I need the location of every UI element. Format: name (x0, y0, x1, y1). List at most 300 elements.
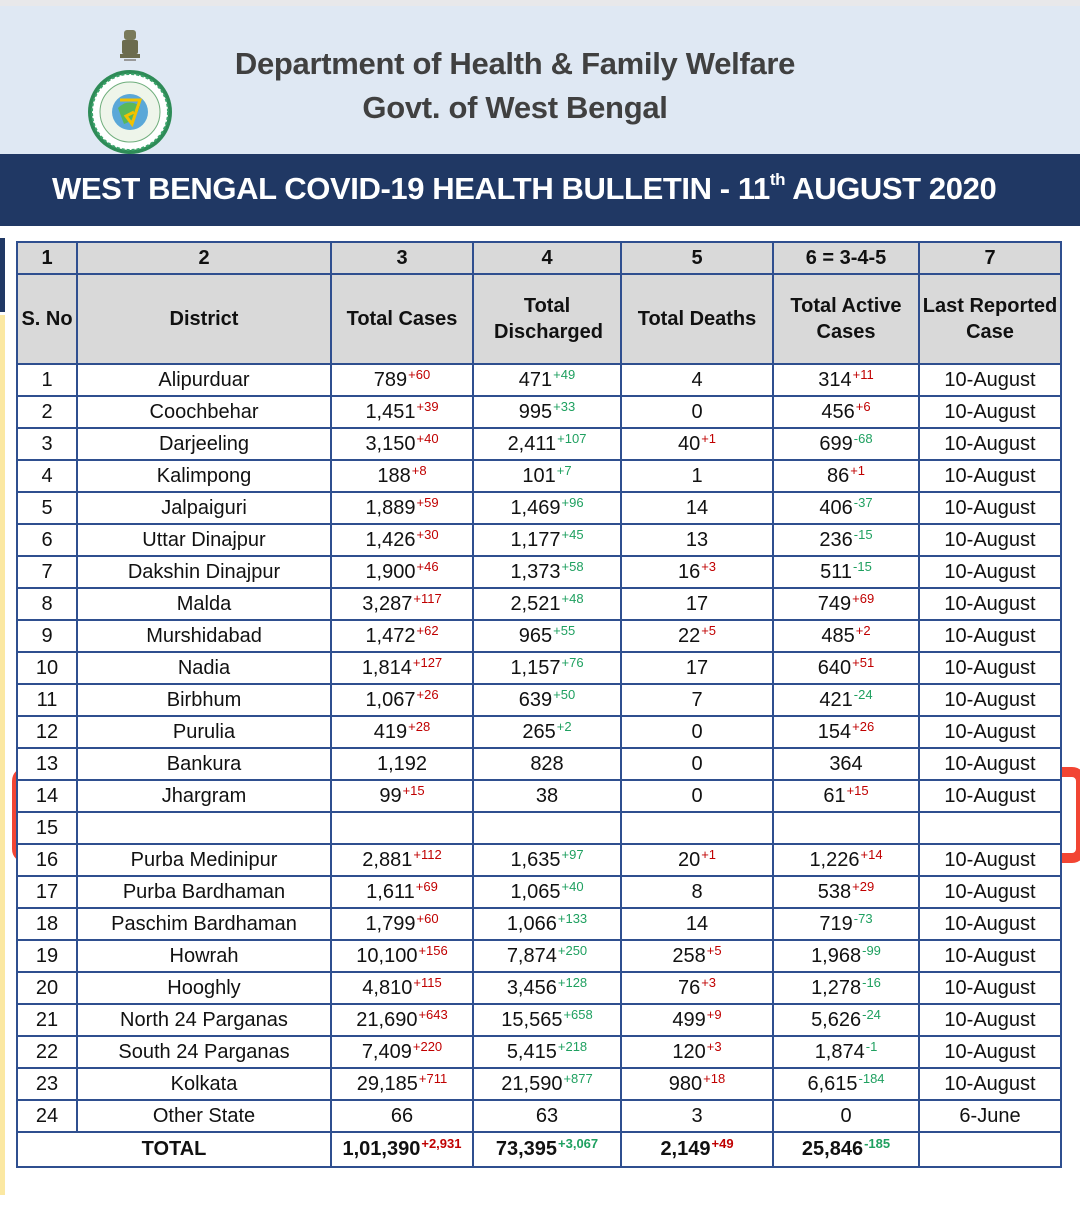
table-row (17, 460, 1061, 492)
cell-total-cases (331, 524, 473, 556)
cell-total-discharged (473, 1100, 621, 1132)
table-row (17, 716, 1061, 748)
cell-total-active-cases (773, 940, 919, 972)
cell-total-active-cases (773, 844, 919, 876)
cell-district (77, 428, 331, 460)
cell-total-deaths (621, 364, 773, 396)
cell-total-discharged (473, 428, 621, 460)
cell-total-discharged-value: 63 (535, 1104, 559, 1127)
cell-last-reported (919, 588, 1061, 620)
cell-total-active-cases-value: 406 (819, 496, 853, 519)
table-row (17, 972, 1061, 1004)
cell-total-cases-value: 1,426 (365, 528, 416, 551)
cell-total-cases (331, 1100, 473, 1132)
daily-change: +28 (408, 718, 431, 734)
cell-total-active-cases-value: 6,615 (807, 1072, 858, 1095)
cell-total-cases-value: 1,451 (365, 400, 416, 423)
cell-last-reported-value: 10-August (944, 464, 1036, 487)
cell-last-reported-value: 10-August (944, 1040, 1036, 1063)
table-row (17, 1036, 1061, 1068)
cell-sno-value: 10 (35, 656, 59, 679)
cell-total-cases (331, 652, 473, 684)
daily-change: -16 (862, 974, 881, 990)
cell-total-discharged-value: 965 (518, 624, 553, 647)
table-row (17, 940, 1061, 972)
cell-last-reported (919, 556, 1061, 588)
page-bottom (0, 1200, 1080, 1213)
cell-total-deaths-value: 3 (691, 1104, 703, 1127)
cell-total-deaths (621, 652, 773, 684)
cell-total-discharged-value: 1,469 (510, 496, 561, 519)
column-number: 7 (919, 242, 1061, 274)
total-label: TOTAL (17, 1132, 331, 1167)
cell-total-cases (331, 396, 473, 428)
daily-change: -73 (853, 910, 873, 926)
cell-district-value: Purba Medinipur (130, 848, 278, 871)
cell-total-active-cases-value: 485 (821, 624, 855, 647)
cell-district (77, 460, 331, 492)
cell-total-cases-value: 3,287 (362, 592, 413, 615)
header-total-discharged: Total Discharged (473, 274, 621, 364)
cell-last-reported-value: 10-August (944, 976, 1036, 999)
cell-last-reported (919, 844, 1061, 876)
cell-last-reported-value: 10-August (944, 496, 1036, 519)
table-row (17, 396, 1061, 428)
cell-district-value: Murshidabad (146, 624, 262, 647)
department-name: Department of Health & Family Welfare (234, 46, 796, 81)
total-deaths (621, 1132, 773, 1167)
cell-total-active-cases-value: 699 (819, 432, 853, 455)
cell-district (77, 556, 331, 588)
cell-total-cases-value: 1,472 (365, 624, 416, 647)
cell-district (77, 748, 331, 780)
daily-change: +1 (850, 462, 866, 478)
cell-total-cases (331, 1068, 473, 1100)
cell-total-active-cases (773, 780, 919, 812)
cell-last-reported (919, 780, 1061, 812)
cell-district-value: Nadia (177, 656, 231, 679)
cell-total-cases (331, 684, 473, 716)
cell-total-active-cases (773, 1004, 919, 1036)
cell-total-discharged (473, 748, 621, 780)
cell-total-active-cases-value: 719 (819, 912, 853, 935)
cell-last-reported-value: 10-August (944, 944, 1036, 967)
cell-total-deaths-value: 14 (685, 912, 709, 935)
daily-change: +658 (563, 1006, 593, 1022)
cell-total-active-cases (773, 812, 919, 844)
cell-district-value: Kalimpong (156, 464, 252, 487)
daily-change: -99 (862, 942, 881, 958)
cell-sno-value: 22 (35, 1040, 59, 1063)
daily-change: +133 (557, 910, 588, 926)
cell-total-cases-value: 419 (373, 720, 408, 743)
cell-total-deaths (621, 396, 773, 428)
bulletin-banner (0, 154, 1080, 226)
daily-change: +3 (706, 1038, 722, 1054)
cell-last-reported (919, 716, 1061, 748)
cell-total-deaths (621, 908, 773, 940)
cell-total-active-cases-value: 154 (817, 720, 852, 743)
cell-total-deaths (621, 556, 773, 588)
cell-district (77, 1100, 331, 1132)
cell-last-reported (919, 1004, 1061, 1036)
daily-change: -24 (862, 1006, 881, 1022)
cell-district (77, 620, 331, 652)
cell-sno-value: 14 (35, 784, 59, 807)
cell-total-cases-value: 21,690 (356, 1008, 418, 1031)
cell-total-active-cases (773, 1036, 919, 1068)
table-row (17, 844, 1061, 876)
cell-last-reported (919, 940, 1061, 972)
cell-total-deaths-value: 17 (685, 592, 709, 615)
cell-total-active-cases (773, 364, 919, 396)
daily-change: +40 (416, 430, 439, 446)
cell-last-reported-value: 10-August (944, 368, 1036, 391)
cell-district-value: Hooghly (167, 976, 241, 999)
cell-last-reported-value: 10-August (944, 752, 1036, 775)
cell-total-discharged (473, 876, 621, 908)
table-row (17, 780, 1061, 812)
cell-total-discharged (473, 556, 621, 588)
bulletin-title-date: AUGUST 2020 (785, 171, 997, 206)
cell-last-reported (919, 524, 1061, 556)
cell-total-cases (331, 812, 473, 844)
cell-sno (17, 588, 77, 620)
cell-total-discharged (473, 396, 621, 428)
cell-district (77, 972, 331, 1004)
cell-district-value: Howrah (169, 944, 239, 967)
cell-total-discharged (473, 1004, 621, 1036)
cell-sno (17, 812, 77, 844)
table-row (17, 908, 1061, 940)
daily-change: +58 (561, 558, 584, 574)
cell-total-active-cases-value: 640 (817, 656, 852, 679)
cell-total-active-cases-value: 61 (823, 784, 846, 807)
cell-total-cases (331, 876, 473, 908)
cell-sno (17, 620, 77, 652)
cell-total-discharged (473, 652, 621, 684)
cell-total-deaths-value: 120 (672, 1040, 706, 1063)
cell-total-active-cases-value: 749 (817, 592, 852, 615)
cell-total-discharged-value: 995 (518, 400, 553, 423)
cell-total-active-cases-value: 1,968 (811, 944, 862, 967)
cell-total-discharged (473, 940, 621, 972)
cell-district (77, 876, 331, 908)
daily-change: +6 (855, 398, 871, 414)
cell-total-active-cases-value: 538 (817, 880, 852, 903)
daily-change: +97 (561, 846, 584, 862)
cell-total-active-cases (773, 460, 919, 492)
cell-total-active-cases (773, 588, 919, 620)
cell-district-value: Jalpaiguri (161, 496, 247, 519)
cell-total-active-cases-value: 456 (821, 400, 855, 423)
cell-total-cases-value: 66 (390, 1104, 414, 1127)
daily-change: +40 (561, 878, 584, 894)
cell-total-active-cases-value: 364 (829, 752, 863, 775)
daily-change: +220 (412, 1038, 443, 1054)
daily-change: -24 (853, 686, 873, 702)
cell-last-reported-value: 10-August (944, 1072, 1036, 1095)
cell-total-active-cases-value: 1,226 (809, 848, 860, 871)
cell-sno (17, 524, 77, 556)
cell-sno (17, 492, 77, 524)
daily-change: +14 (860, 846, 883, 862)
cell-district-value: Purba Bardhaman (122, 880, 286, 903)
government-name: Govt. of West Bengal (362, 90, 668, 125)
daily-change: +107 (557, 430, 587, 446)
cell-district-value: South 24 Parganas (118, 1040, 290, 1063)
daily-change: +33 (553, 398, 576, 414)
cell-total-cases-value: 10,100 (356, 944, 418, 967)
cell-district-value: Birbhum (166, 688, 242, 711)
cell-total-cases (331, 940, 473, 972)
daily-change: +45 (561, 526, 584, 542)
daily-change: +96 (561, 494, 584, 510)
daily-change: +11 (852, 366, 874, 382)
cell-total-deaths (621, 428, 773, 460)
cell-district (77, 684, 331, 716)
covid-bulletin-table (16, 241, 1062, 1168)
cell-total-discharged-value: 639 (518, 688, 553, 711)
cell-last-reported (919, 812, 1061, 844)
cell-total-discharged-value: 265 (522, 720, 556, 743)
cell-total-discharged-value: 5,415 (506, 1040, 557, 1063)
daily-change: +69 (852, 590, 875, 606)
cell-total-active-cases (773, 556, 919, 588)
cell-total-active-cases (773, 1100, 919, 1132)
cell-district-value: Dakshin Dinajpur (127, 560, 281, 583)
cell-total-cases-value: 7,409 (361, 1040, 412, 1063)
cell-sno-value: 16 (35, 848, 59, 871)
cell-total-discharged (473, 844, 621, 876)
cell-total-deaths-value: 4 (691, 368, 703, 391)
cell-total-cases (331, 588, 473, 620)
table-row (17, 684, 1061, 716)
cell-last-reported-value: 10-August (944, 560, 1036, 583)
cell-total-deaths-value: 0 (691, 752, 703, 775)
cell-total-deaths-value: 40 (677, 432, 701, 455)
cell-total-discharged (473, 972, 621, 1004)
cell-district (77, 1004, 331, 1036)
cell-total-discharged (473, 908, 621, 940)
table-row (17, 492, 1061, 524)
header-last-reported-case: Last Reported Case (919, 274, 1061, 364)
cell-total-active-cases-value: 1,278 (811, 976, 862, 999)
cell-total-cases (331, 364, 473, 396)
cell-last-reported (919, 748, 1061, 780)
cell-total-active-cases (773, 972, 919, 1004)
cell-sno-value: 20 (35, 976, 59, 999)
total-deaths-value: 2,149 (660, 1138, 711, 1160)
cell-total-discharged-value: 1,373 (510, 560, 561, 583)
cell-total-deaths-value: 20 (677, 848, 701, 871)
cell-total-discharged-value: 828 (530, 752, 564, 775)
cell-total-discharged (473, 620, 621, 652)
cell-sno-value: 21 (35, 1008, 59, 1031)
cell-district (77, 716, 331, 748)
total-last-reported (919, 1132, 1061, 1167)
daily-change: +1 (701, 430, 717, 446)
cell-district-value: Jhargram (161, 784, 247, 807)
daily-change: +3,067 (558, 1136, 599, 1151)
daily-change: -37 (853, 494, 873, 510)
daily-change: +128 (557, 974, 588, 990)
table-row (17, 876, 1061, 908)
cell-district-value: Uttar Dinajpur (142, 528, 266, 551)
cell-total-deaths (621, 716, 773, 748)
cell-total-cases-value: 789 (373, 368, 408, 391)
cell-sno (17, 972, 77, 1004)
cell-total-active-cases-value: 314 (818, 368, 852, 391)
cell-total-cases-value: 4,810 (362, 976, 413, 999)
cell-sno (17, 908, 77, 940)
cell-total-deaths (621, 588, 773, 620)
table-row (17, 428, 1061, 460)
daily-change: +48 (561, 590, 584, 606)
cell-last-reported (919, 428, 1061, 460)
daily-change: +711 (418, 1070, 448, 1086)
column-number: 4 (473, 242, 621, 274)
cell-sno (17, 460, 77, 492)
cell-total-deaths (621, 748, 773, 780)
daily-change: -1 (865, 1038, 878, 1054)
cell-sno (17, 364, 77, 396)
cell-total-deaths (621, 492, 773, 524)
cell-sno-value: 4 (41, 464, 53, 487)
daily-change: +127 (412, 654, 443, 670)
left-accent-bar (0, 238, 5, 312)
column-header-row (17, 274, 1061, 364)
daily-change: +55 (553, 622, 576, 638)
cell-total-cases (331, 1004, 473, 1036)
header-sno: S. No (17, 274, 77, 364)
cell-sno (17, 716, 77, 748)
daily-change: +49 (553, 366, 576, 382)
daily-change: +39 (416, 398, 439, 414)
daily-change: +49 (711, 1136, 734, 1151)
cell-last-reported (919, 684, 1061, 716)
cell-last-reported-value: 10-August (944, 1008, 1036, 1031)
daily-change: +18 (703, 1070, 726, 1086)
cell-sno (17, 684, 77, 716)
cell-district (77, 396, 331, 428)
column-number: 3 (331, 242, 473, 274)
cell-district-value: North 24 Parganas (120, 1008, 288, 1031)
cell-total-cases-value: 1,889 (365, 496, 416, 519)
cell-last-reported-value: 10-August (944, 848, 1036, 871)
cell-last-reported (919, 396, 1061, 428)
cell-sno-value: 3 (41, 432, 53, 455)
cell-sno (17, 1036, 77, 1068)
header-total-active-cases: Total Active Cases (773, 274, 919, 364)
daily-change: +7 (556, 462, 572, 478)
column-number: 5 (621, 242, 773, 274)
cell-total-deaths-value: 0 (691, 400, 703, 423)
cell-sno-value: 5 (41, 496, 53, 519)
cell-total-active-cases-value: 421 (819, 688, 853, 711)
cell-district-value: Malda (176, 592, 232, 615)
cell-total-deaths-value: 0 (691, 720, 703, 743)
cell-total-discharged-value: 1,065 (510, 880, 561, 903)
cell-total-deaths-value: 7 (691, 688, 703, 711)
daily-change: -68 (853, 430, 873, 446)
cell-district-value: Alipurduar (158, 368, 250, 391)
cell-total-discharged (473, 364, 621, 396)
cell-sno (17, 396, 77, 428)
cell-total-discharged-value: 3,456 (506, 976, 557, 999)
table-row (17, 748, 1061, 780)
cell-total-active-cases-value: 86 (826, 464, 850, 487)
cell-total-deaths-value: 17 (685, 656, 709, 679)
cell-total-cases-value: 1,799 (365, 912, 416, 935)
cell-total-deaths (621, 780, 773, 812)
total-active-cases-value: 25,846 (801, 1138, 864, 1160)
table-row (17, 556, 1061, 588)
cell-total-cases (331, 620, 473, 652)
table-row (17, 588, 1061, 620)
cell-district (77, 524, 331, 556)
cell-sno (17, 1100, 77, 1132)
daily-change: -15 (853, 558, 872, 574)
cell-total-discharged (473, 812, 621, 844)
cell-total-deaths (621, 844, 773, 876)
table-row (17, 620, 1061, 652)
cell-total-active-cases (773, 428, 919, 460)
cell-total-discharged-value: 1,177 (510, 528, 561, 551)
cell-total-cases (331, 556, 473, 588)
daily-change: +3 (701, 974, 717, 990)
table-row (17, 1068, 1061, 1100)
cell-sno-value: 15 (35, 816, 59, 839)
cell-district (77, 588, 331, 620)
daily-change: +30 (416, 526, 439, 542)
column-number-row (17, 242, 1061, 274)
table-row (17, 524, 1061, 556)
cell-total-active-cases-value: 0 (840, 1104, 852, 1127)
cell-last-reported (919, 492, 1061, 524)
cell-district-value: Darjeeling (158, 432, 250, 455)
cell-total-discharged-value: 2,411 (507, 432, 557, 455)
cell-total-active-cases-value: 511 (820, 560, 853, 583)
cell-last-reported (919, 1100, 1061, 1132)
cell-total-deaths (621, 1100, 773, 1132)
cell-total-cases-value: 1,192 (376, 752, 428, 775)
cell-district (77, 812, 331, 844)
cell-total-discharged-value: 1,157 (510, 656, 561, 679)
cell-total-cases (331, 428, 473, 460)
header-district: District (77, 274, 331, 364)
cell-total-deaths (621, 972, 773, 1004)
cell-last-reported-value: 10-August (944, 720, 1036, 743)
daily-change: +9 (706, 1006, 722, 1022)
cell-total-cases-value: 1,900 (365, 560, 416, 583)
cell-sno-value: 2 (41, 400, 53, 423)
cell-district-value: Kolkata (170, 1072, 238, 1095)
cell-last-reported-value: 10-August (944, 880, 1036, 903)
cell-total-deaths (621, 940, 773, 972)
total-row (17, 1132, 1061, 1167)
cell-total-deaths (621, 524, 773, 556)
cell-total-deaths (621, 876, 773, 908)
cell-total-deaths-value: 16 (677, 560, 701, 583)
cell-last-reported-value: 10-August (944, 400, 1036, 423)
table-row (17, 1100, 1061, 1132)
column-number: 1 (17, 242, 77, 274)
daily-change: +15 (402, 782, 425, 798)
cell-total-active-cases-value: 236 (819, 528, 853, 551)
cell-total-deaths-value: 1 (691, 464, 703, 487)
cell-total-discharged (473, 684, 621, 716)
